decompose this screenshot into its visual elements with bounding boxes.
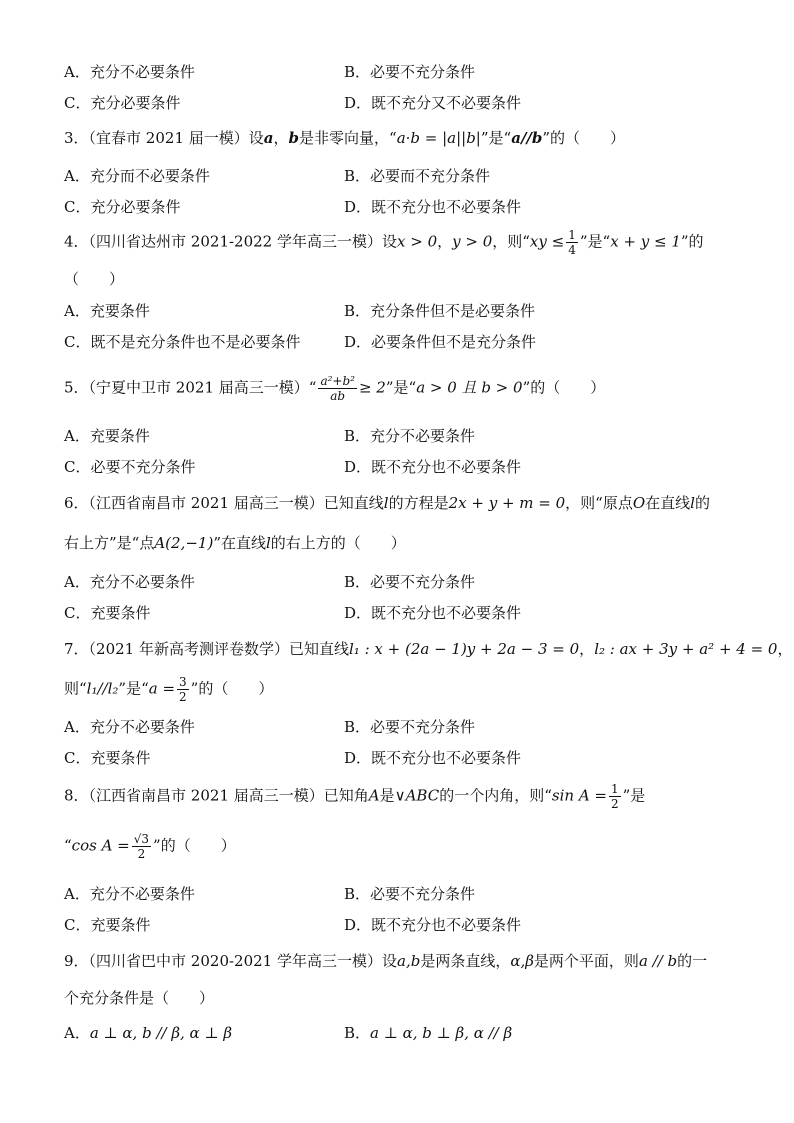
- q7-frac-num: 3: [179, 675, 187, 689]
- q3-mid2: ”是“: [480, 129, 512, 147]
- q7-l1: l₁ : x + (2a − 1)y + 2a − 3 = 0: [349, 640, 580, 658]
- q8-sin-fraction: [609, 783, 621, 810]
- q8-cos-num: √3: [133, 832, 150, 846]
- q8-prefix: 8．（江西省南昌市 2021 届高三一模）已知角: [64, 786, 369, 805]
- q4-frac-num: 1: [568, 228, 576, 242]
- q7-a-eq: a =: [148, 679, 176, 698]
- q8-suffix: ”是: [622, 786, 646, 805]
- q8-options-row-2: [64, 914, 732, 936]
- q9-prefix: 9．（四川省巴中市 2020-2021 学年高三一模）设: [64, 952, 397, 970]
- q8-stem-line-1: [64, 783, 732, 810]
- q7-line2-prefix: 则“: [64, 679, 87, 698]
- q3-cond: a//b: [511, 129, 543, 147]
- q3-option-d[interactable]: D．既不充分也不必要条件: [344, 198, 522, 216]
- q7-option-c[interactable]: C．充要条件: [64, 749, 151, 767]
- q8-mid2: 的一个内角，则“: [439, 786, 552, 805]
- q3-prefix: 3．（宜春市 2021 届一模）设: [64, 129, 264, 147]
- q7-end: ，: [777, 640, 793, 658]
- q8-option-a[interactable]: A．充分不必要条件: [64, 885, 195, 903]
- q3-option-c[interactable]: C．充分必要条件: [64, 198, 181, 216]
- q9-mid2: 是两个平面，则: [533, 952, 639, 970]
- q7-options-row-2: [64, 747, 732, 769]
- q6-mid2: ，则“原点: [565, 494, 633, 512]
- q3-mid: 是非零向量，“: [299, 129, 397, 147]
- q9-stem-line-1: [64, 950, 732, 972]
- q5-option-c[interactable]: C．必要不充分条件: [64, 458, 196, 476]
- q9-option-a[interactable]: [64, 1022, 232, 1044]
- q4-stem: 4．（四川省达州市 2021-2022 学年高三一模）设x > 0，y > 0，则“xy ≤ $\frac{1}{4}$ ”是“x + y ≤ 1”的: [64, 228, 704, 257]
- q6-l: l: [383, 494, 389, 512]
- q6-end: 的: [694, 494, 710, 512]
- q8-sin-num: 1: [610, 782, 619, 796]
- q9-option-b-label: B．: [344, 1024, 371, 1042]
- q2-options-row-2: [64, 92, 732, 114]
- q7-stem-line-2: [64, 676, 732, 703]
- q4-option-b[interactable]: B．充分条件但不是必要条件: [344, 302, 536, 320]
- q4-mid2: ”是“: [579, 232, 611, 251]
- q9-option-b-text: a ⊥ α, b ⊥ β, α // β: [370, 1024, 513, 1042]
- q9-options-row-1: [64, 1022, 732, 1044]
- q4-frac-den: 4: [568, 243, 576, 257]
- q6-origin: O: [632, 494, 646, 512]
- q6-line2-prefix: 右上方”是“点: [64, 534, 155, 552]
- q7-stem-line-1: [64, 638, 793, 660]
- q4-option-a[interactable]: A．充要条件: [64, 302, 150, 320]
- q3-options-row-1: [64, 165, 732, 187]
- q3-vec-a: a: [263, 129, 274, 147]
- q8-option-c[interactable]: C．充要条件: [64, 916, 151, 934]
- q8-stem-line-2: [64, 833, 732, 860]
- q8-sin: sin A =: [551, 786, 607, 805]
- q8-cos: cos A =: [71, 836, 130, 855]
- q5-prefix: 5．（宁夏中卫市 2021 届高三一模）“: [64, 378, 317, 397]
- q3-math: a·b = |a||b|: [396, 129, 481, 147]
- q8-line2-suffix: ”的（ ）: [153, 836, 236, 855]
- q4-x-cond: x > 0: [397, 232, 438, 251]
- q3-stem: 3．（宜春市 2021 届一模）设a，b是非零向量，“a·b = |a||b|”是“a//b”的（ ）: [64, 129, 626, 147]
- q4-options-row-2: [64, 331, 732, 353]
- q6-options-row-2: [64, 602, 732, 624]
- q9-parallel: a // b: [638, 952, 678, 970]
- q8-option-d[interactable]: D．既不充分也不必要条件: [344, 916, 522, 934]
- q5-cond: a > 0 且 b > 0: [416, 378, 523, 397]
- q4-suffix: ”的: [680, 232, 704, 251]
- q6-eq: 2x + y + m = 0: [448, 494, 566, 512]
- q5-option-b[interactable]: B．充分不必要条件: [344, 427, 476, 445]
- q3-option-b[interactable]: B．必要而不充分条件: [344, 167, 491, 185]
- q6-option-b[interactable]: B．必要不充分条件: [344, 573, 476, 591]
- q2-option-d[interactable]: D．既不充分又不必要条件: [344, 94, 522, 112]
- q4-y-cond: y > 0: [452, 232, 493, 251]
- q9-option-b[interactable]: [344, 1022, 512, 1044]
- q6-option-a[interactable]: A．充分不必要条件: [64, 573, 195, 591]
- q5-frac-den: ab: [330, 389, 346, 403]
- q7-sep: ，: [579, 640, 595, 658]
- q3-option-a[interactable]: A．充分而不必要条件: [64, 167, 210, 185]
- q8-options-row-1: [64, 883, 732, 905]
- q5-mid: ”是“: [385, 378, 417, 397]
- q6-option-d[interactable]: D．既不充分也不必要条件: [344, 604, 522, 622]
- q4-option-c[interactable]: C．既不是充分条件也不是必要条件: [64, 333, 301, 351]
- q9-option-a-text: a ⊥ α, b // β, α ⊥ β: [89, 1024, 232, 1042]
- q7-option-a[interactable]: A．充分不必要条件: [64, 718, 195, 736]
- q3-vec-b: b: [288, 129, 300, 147]
- q4-sum: x + y ≤ 1: [610, 232, 681, 251]
- q9-mid: 是两条直线，: [420, 952, 511, 970]
- q9-alpha-beta: α,β: [510, 952, 534, 970]
- q6-point: A(2,−1): [154, 534, 214, 552]
- q8-line2-prefix: “: [64, 836, 72, 855]
- q4-option-d[interactable]: D．必要条件但不是充分条件: [344, 333, 537, 351]
- q8-triangle: ∨ABC: [394, 786, 440, 805]
- q4-xy: xy ≤: [529, 232, 565, 251]
- q5-suffix: ”的（ ）: [522, 378, 606, 397]
- q7-fraction: [177, 676, 189, 703]
- q7-option-d[interactable]: D．既不充分也不必要条件: [344, 749, 522, 767]
- q8-mid: 是: [379, 786, 395, 805]
- q9-ab: a,b: [397, 952, 421, 970]
- q3-suffix: ”的（ ）: [542, 129, 626, 147]
- q5-options-row-1: [64, 425, 732, 447]
- q3-options-row-2: [64, 196, 732, 218]
- q9-suffix: 的一: [677, 952, 708, 970]
- q5-frac-num: a²+b²: [320, 374, 355, 388]
- q5-option-d[interactable]: D．既不充分也不必要条件: [344, 458, 522, 476]
- q6-l2: l: [690, 494, 695, 512]
- q9-stem-line-2: 个充分条件是（ ）: [64, 989, 215, 1007]
- q5-fraction: [318, 375, 357, 402]
- q6-line2-suffix: 的右上方的（ ）: [270, 534, 406, 552]
- q4-fraction: [566, 229, 578, 256]
- q5-ge: ≥ 2: [358, 378, 386, 397]
- q6-stem-line-2: [64, 532, 732, 554]
- q7-option-b[interactable]: B．必要不充分条件: [344, 718, 476, 736]
- q4-paren: （ ）: [64, 270, 125, 288]
- q8-cos-den: 2: [137, 847, 146, 861]
- q6-prefix: 6．（江西省南昌市 2021 届高三一模）已知直线: [64, 494, 384, 512]
- q5-options-row-2: [64, 456, 732, 478]
- q2-option-a[interactable]: A．充分不必要条件: [64, 63, 195, 81]
- q7-l2: l₂ : ax + 3y + a² + 4 = 0: [594, 640, 778, 658]
- q7-line2-mid: ”是“: [118, 679, 149, 698]
- q4-mid: ，则“: [492, 232, 530, 251]
- q8-option-b[interactable]: B．必要不充分条件: [344, 885, 476, 903]
- q5-stem: [64, 375, 732, 402]
- q6-option-c[interactable]: C．充要条件: [64, 604, 151, 622]
- q7-parallel: l₁//l₂: [86, 679, 119, 698]
- q6-l3: l: [265, 534, 271, 552]
- q9-option-a-label: A．: [64, 1024, 90, 1042]
- q2-options-row-1: [64, 61, 732, 83]
- q6-options-row-1: [64, 571, 732, 593]
- q8-cos-fraction: [132, 833, 151, 860]
- q4-options-row-1: [64, 300, 732, 322]
- q7-frac-den: 2: [179, 690, 187, 704]
- q6-line2-mid: ”在直线: [213, 534, 266, 552]
- q2-option-b[interactable]: B．必要不充分条件: [344, 63, 476, 81]
- q4-prefix: 4．（四川省达州市 2021-2022 学年高三一模）设: [64, 232, 397, 251]
- q7-prefix: 7．（2021 年新高考测评卷数学）已知直线: [64, 640, 349, 658]
- q5-option-a[interactable]: A．充要条件: [64, 427, 150, 445]
- q7-line2-suffix: ”的（ ）: [190, 679, 274, 698]
- q7-options-row-1: [64, 716, 732, 738]
- q6-suffix: 在直线: [645, 494, 691, 512]
- q6-stem-line-1: [64, 492, 732, 514]
- q8-angle: A: [368, 786, 380, 805]
- q6-mid: 的方程是: [388, 494, 449, 512]
- q8-sin-den: 2: [610, 797, 619, 811]
- q2-option-c[interactable]: C．充分必要条件: [64, 94, 181, 112]
